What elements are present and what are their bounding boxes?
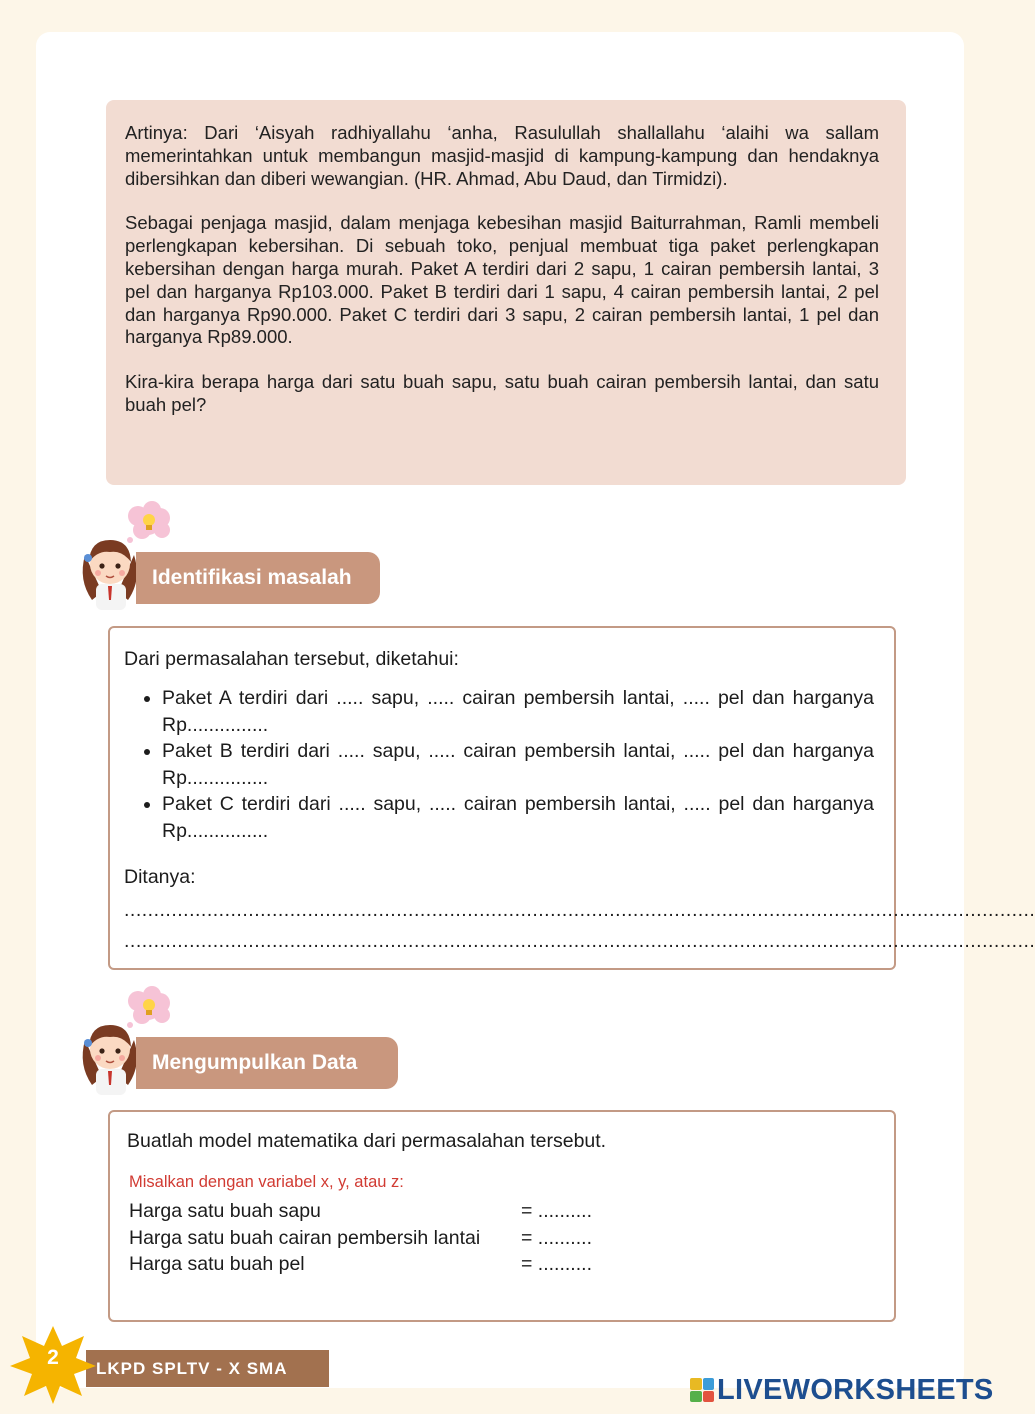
- liveworksheets-logo-icon: [690, 1378, 714, 1402]
- data-collection-box: [108, 1110, 896, 1322]
- variable-blank[interactable]: = ..........: [521, 1226, 592, 1249]
- variable-label: Harga satu buah cairan pembersih lantai: [129, 1226, 481, 1249]
- problem-story: Sebagai penjaga masjid, dalam menjaga kebesihan masjid Baiturrahman, Ramli membeli perlengkapan kebersihan. Di sebuah toko, penjual membuat tiga paket perlengkapan kebersihan dengan harga murah. Paket A terdiri dari 2 sapu, 1 cairan pembersih lantai, 3 pel dan harganya Rp103.000. Paket B terdiri dari 1 sapu, 4 cairan pembersih lantai, 2 pel dan harganya Rp90.000. Paket C terdiri dari 3 sapu, 2 cairan pembersih lantai, 1 pel dan harganya Rp89.000.: [125, 212, 879, 348]
- story-box: [106, 100, 906, 485]
- answer-line[interactable]: ..........................................................................................................................................................: [124, 930, 1035, 952]
- identification-box: [108, 626, 1035, 970]
- variable-blank[interactable]: = ..........: [521, 1200, 592, 1222]
- package-a-item[interactable]: • Paket A terdiri dari ..... sapu, ..... cairan pembersih lantai, ..... pel dan harganya Rp...............: [162, 685, 874, 738]
- variable-row: [129, 1198, 894, 1225]
- footer-label: LKPD SPLTV - X SMA: [86, 1350, 329, 1387]
- variable-blank[interactable]: = ..........: [521, 1253, 592, 1275]
- package-c-item[interactable]: • Paket C terdiri dari ..... sapu, ..... cairan pembersih lantai, ..... pel dan harganya Rp...............: [162, 791, 874, 844]
- variable-label: Harga satu buah pel: [129, 1253, 305, 1275]
- variable-row: [129, 1251, 894, 1278]
- variable-label: Harga satu buah sapu: [129, 1200, 321, 1222]
- package-list: [124, 685, 874, 844]
- problem-question: Kira-kira berapa harga dari satu buah sapu, satu buah cairan pembersih lantai, dan satu buah pel?: [125, 371, 879, 415]
- page-number: 2: [47, 1346, 59, 1369]
- known-label: Dari permasalahan tersebut, diketahui:: [124, 648, 459, 670]
- asked-label: Ditanya:: [124, 866, 196, 888]
- variable-row: [129, 1225, 894, 1252]
- section-title-identifikasi: Identifikasi masalah: [136, 552, 380, 604]
- hadith-translation: Artinya: Dari ‘Aisyah radhiyallahu ‘anha, Rasulullah shallallahu ‘alaihi wa sallam memerintahkan untuk membangun masjid-masjid di kampung-kampung dan hendaknya dibersihkan dan diberi wewangian. (HR. Ahmad, Abu Daud, dan Tirmidzi).: [125, 122, 879, 189]
- model-instruction: Buatlah model matematika dari permasalahan tersebut.: [127, 1130, 607, 1152]
- watermark-text: LIVEWORKSHEETS: [717, 1373, 994, 1406]
- answer-line[interactable]: ..........................................................................................................................................................: [124, 899, 1035, 921]
- variable-list: [129, 1198, 894, 1278]
- variable-hint: Misalkan dengan variabel x, y, atau z:: [129, 1173, 404, 1191]
- section-title-mengumpulkan: Mengumpulkan Data: [136, 1037, 398, 1089]
- package-b-item[interactable]: • Paket B terdiri dari ..... sapu, ..... cairan pembersih lantai, ..... pel dan harganya Rp...............: [162, 738, 874, 791]
- liveworksheets-watermark: [690, 1373, 994, 1407]
